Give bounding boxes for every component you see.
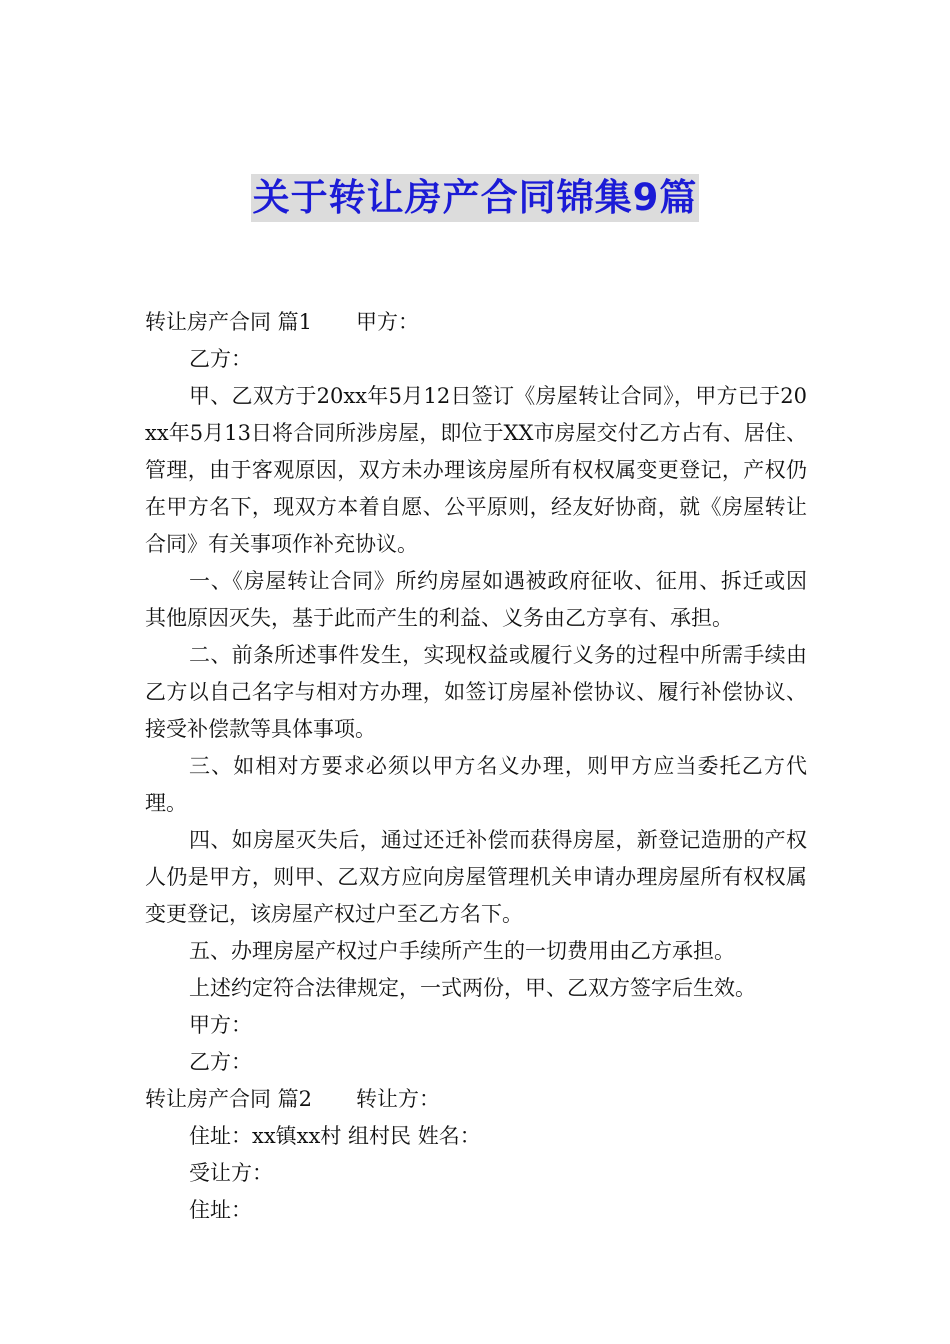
paragraph: 住址： — [189, 1198, 252, 1222]
title-container — [0, 174, 950, 222]
section-title: 转让房产合同 篇2 — [145, 1087, 313, 1111]
paragraph: 五、办理房屋产权过户手续所产生的一切费用由乙方承担。 — [189, 939, 735, 963]
party-label: 甲方： — [356, 310, 420, 334]
paragraph: 甲、乙双方于20xx年5月12日签订《房屋转让合同》，甲方已于20xx年5月13日将合同所涉房屋，即位于XX市房屋交付乙方占有、居住、管理，由于客观原因，双方未办理该房屋所有权权属变更登记，产权仍在甲方名下，现双方本着自愿、公平原则，经友好协商，就《房屋转让合同》有关事项作补充协议。 — [145, 384, 807, 556]
paragraph: 上述约定符合法律规定，一式两份，甲、乙双方签字后生效。 — [189, 976, 756, 1000]
document-title: 关于转让房产合同锦集9篇 — [251, 174, 700, 222]
paragraph: 乙方： — [189, 1050, 252, 1074]
paragraph: 四、如房屋灭失后，通过还迁补偿而获得房屋，新登记造册的产权人仍是甲方，则甲、乙双方应向房屋管理机关申请办理房屋所有权权属变更登记，该房屋产权过户至乙方名下。 — [145, 828, 807, 926]
paragraph: 三、如相对方要求必须以甲方名义办理，则甲方应当委托乙方代理。 — [145, 754, 807, 815]
party-label: 转让方： — [356, 1087, 441, 1111]
section-heading — [145, 304, 807, 341]
section-title: 转让房产合同 篇1 — [145, 310, 313, 334]
paragraph: 一、《房屋转让合同》所约房屋如遇被政府征收、征用、拆迁或因其他原因灭失，基于此而产生的利益、义务由乙方享有、承担。 — [145, 569, 807, 630]
section-heading — [145, 1081, 807, 1118]
paragraph: 二、前条所述事件发生，实现权益或履行义务的过程中所需手续由乙方以自己名字与相对方办理，如签订房屋补偿协议、履行补偿协议、接受补偿款等具体事项。 — [145, 643, 807, 741]
paragraph: 受让方： — [189, 1161, 273, 1185]
document-body — [145, 304, 807, 1229]
paragraph: 乙方： — [189, 347, 252, 371]
paragraph: 甲方： — [189, 1013, 252, 1037]
paragraph: 住址：xx镇xx村 组村民 姓名： — [189, 1124, 481, 1148]
